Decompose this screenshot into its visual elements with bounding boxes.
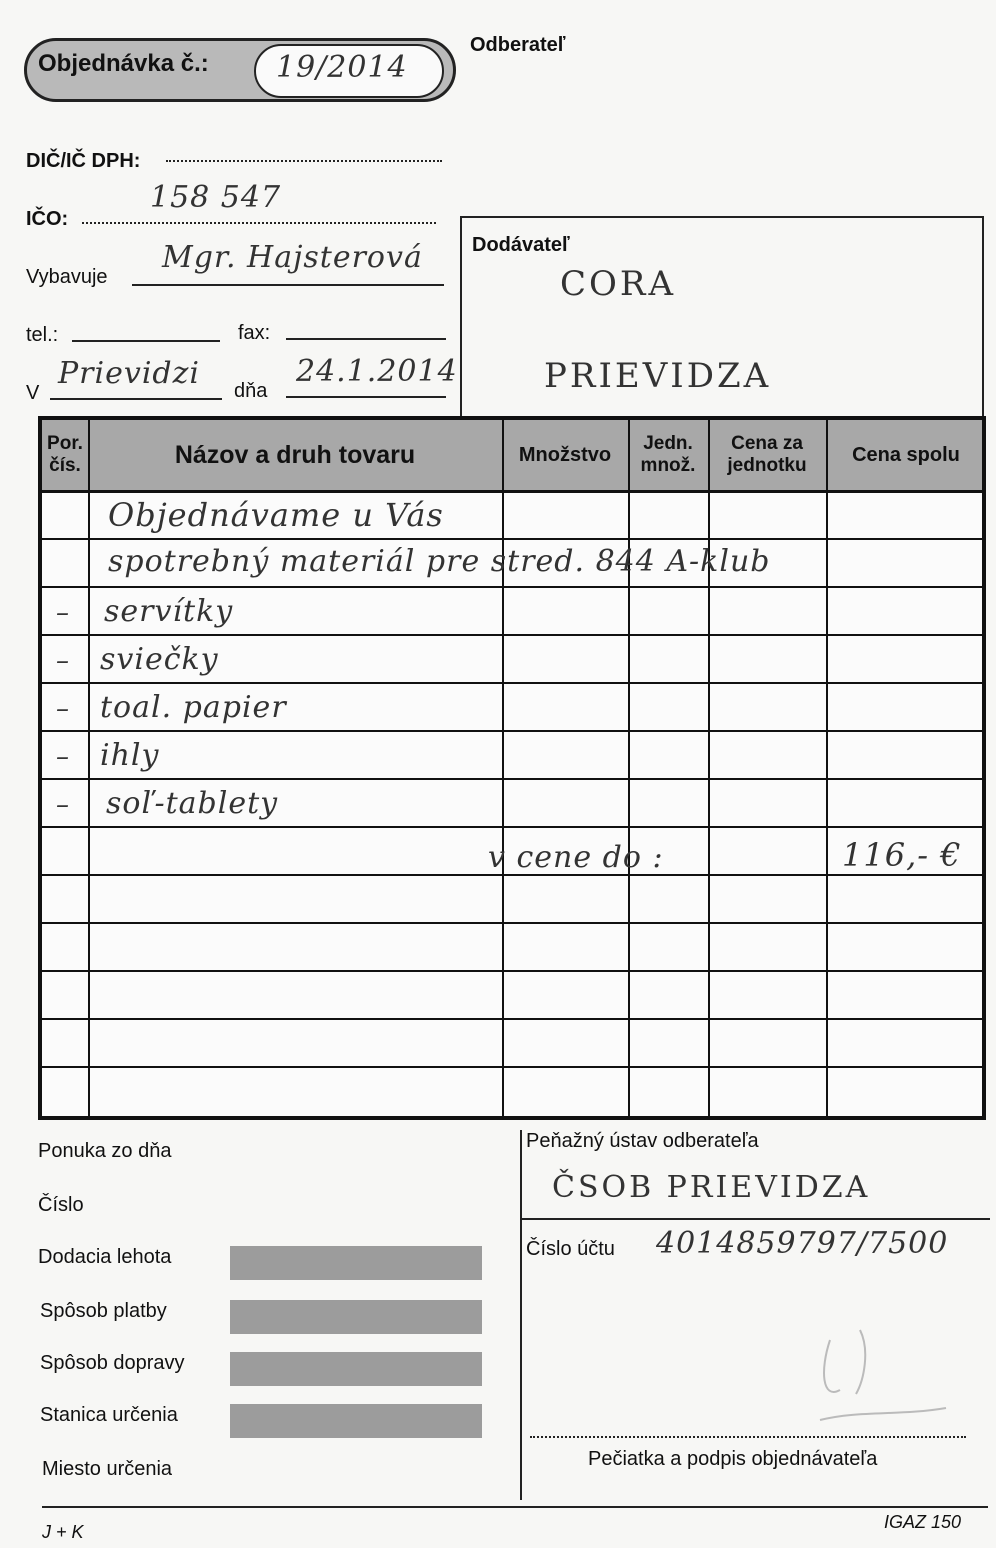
date-value: 24.1.2014 xyxy=(296,354,458,389)
table-row-line xyxy=(42,538,982,540)
column-divider xyxy=(826,420,828,1116)
bank-label: Peňažný ústav odberateľa xyxy=(526,1130,759,1152)
table-row-line xyxy=(42,730,982,732)
col-header-unit-price: Cena za jednotku xyxy=(727,433,807,476)
table-line-material: spotrebný materiál pre stred. 844 A-klub xyxy=(108,544,771,579)
total-value: 116,- € xyxy=(842,836,962,874)
place-prefix: V xyxy=(26,382,40,404)
item-mark: – xyxy=(56,742,70,772)
item-mark: – xyxy=(56,694,70,724)
delivery-term-label: Dodacia lehota xyxy=(38,1246,172,1268)
col-header-total-price: Cena spolu xyxy=(852,443,960,466)
place-field xyxy=(50,398,222,400)
list-item: soľ-tablety xyxy=(106,786,279,821)
place-value: Prievidzi xyxy=(58,356,201,391)
list-item: servítky xyxy=(104,594,234,629)
items-table xyxy=(38,416,986,1120)
date-field xyxy=(286,396,446,398)
payment-method-field xyxy=(230,1300,482,1334)
handler-field xyxy=(132,284,444,286)
date-label: dňa xyxy=(234,380,268,402)
item-mark: – xyxy=(56,790,70,820)
offer-number-label: Číslo xyxy=(38,1194,84,1216)
col-header-unit: Jedn. množ. xyxy=(640,433,696,476)
ico-label: IČO: xyxy=(26,208,69,230)
offer-date-label: Ponuka zo dňa xyxy=(38,1140,172,1162)
column-divider xyxy=(502,420,504,1116)
col-header-number: Por. čís. xyxy=(47,433,83,476)
customer-heading: Odberateľ xyxy=(470,34,566,56)
table-row-line xyxy=(42,1066,982,1068)
delivery-term-field xyxy=(230,1246,482,1280)
table-row-line xyxy=(42,922,982,924)
table-row-line xyxy=(42,778,982,780)
table-row-line xyxy=(42,682,982,684)
fax-field xyxy=(286,338,446,340)
destination-station-label: Stanica určenia xyxy=(40,1404,178,1426)
supplier-city: PRIEVIDZA xyxy=(544,356,772,396)
item-mark: – xyxy=(56,646,70,676)
tel-field xyxy=(72,340,220,342)
signature-line xyxy=(530,1436,966,1438)
destination-station-field xyxy=(230,1404,482,1438)
ico-field xyxy=(82,222,436,224)
form-code: IGAZ 150 xyxy=(884,1512,962,1532)
total-label: v cene do : xyxy=(488,840,664,875)
col-header-name: Názov a druh tovaru xyxy=(174,440,416,469)
table-row-line xyxy=(42,970,982,972)
footer-rule xyxy=(42,1506,988,1508)
list-item: sviečky xyxy=(100,642,219,677)
table-row-line xyxy=(42,634,982,636)
list-item: toal. papier xyxy=(100,690,287,725)
publisher-mark: J + K xyxy=(42,1522,84,1542)
bank-value: ČSOB PRIEVIDZA xyxy=(552,1170,871,1205)
signature-mark xyxy=(800,1310,960,1430)
transport-method-field xyxy=(230,1352,482,1386)
list-item: ihly xyxy=(100,738,160,773)
handler-label: Vybavuje xyxy=(26,266,108,288)
signature-label: Pečiatka a podpis objednávateľa xyxy=(588,1448,878,1470)
item-mark: – xyxy=(56,598,70,628)
order-number-value: 19/2014 xyxy=(276,50,408,85)
supplier-name: CORA xyxy=(560,264,677,304)
column-divider xyxy=(628,420,630,1116)
dic-label: DIČ/IČ DPH: xyxy=(26,150,141,172)
order-label: Objednávka č.: xyxy=(38,50,209,77)
ico-value: 158 547 xyxy=(150,180,282,215)
supplier-label: Dodávateľ xyxy=(472,234,570,256)
bank-separator xyxy=(520,1218,990,1220)
table-row-line xyxy=(42,826,982,828)
col-header-quantity: Množstvo xyxy=(518,443,612,466)
table-line-intro: Objednávame u Vás xyxy=(108,496,444,534)
footer-divider xyxy=(520,1130,522,1500)
transport-method-label: Spôsob dopravy xyxy=(40,1352,185,1374)
account-label: Číslo účtu xyxy=(526,1238,615,1260)
payment-method-label: Spôsob platby xyxy=(40,1300,167,1322)
dic-field xyxy=(166,160,442,162)
handler-value: Mgr. Hajsterová xyxy=(162,240,423,275)
tel-label: tel.: xyxy=(26,324,59,346)
fax-label: fax: xyxy=(238,322,271,344)
column-divider xyxy=(708,420,710,1116)
account-value: 4014859797/7500 xyxy=(656,1226,949,1261)
destination-place-label: Miesto určenia xyxy=(42,1458,173,1480)
table-row-line xyxy=(42,586,982,588)
column-divider xyxy=(88,420,90,1116)
table-row-line xyxy=(42,1018,982,1020)
